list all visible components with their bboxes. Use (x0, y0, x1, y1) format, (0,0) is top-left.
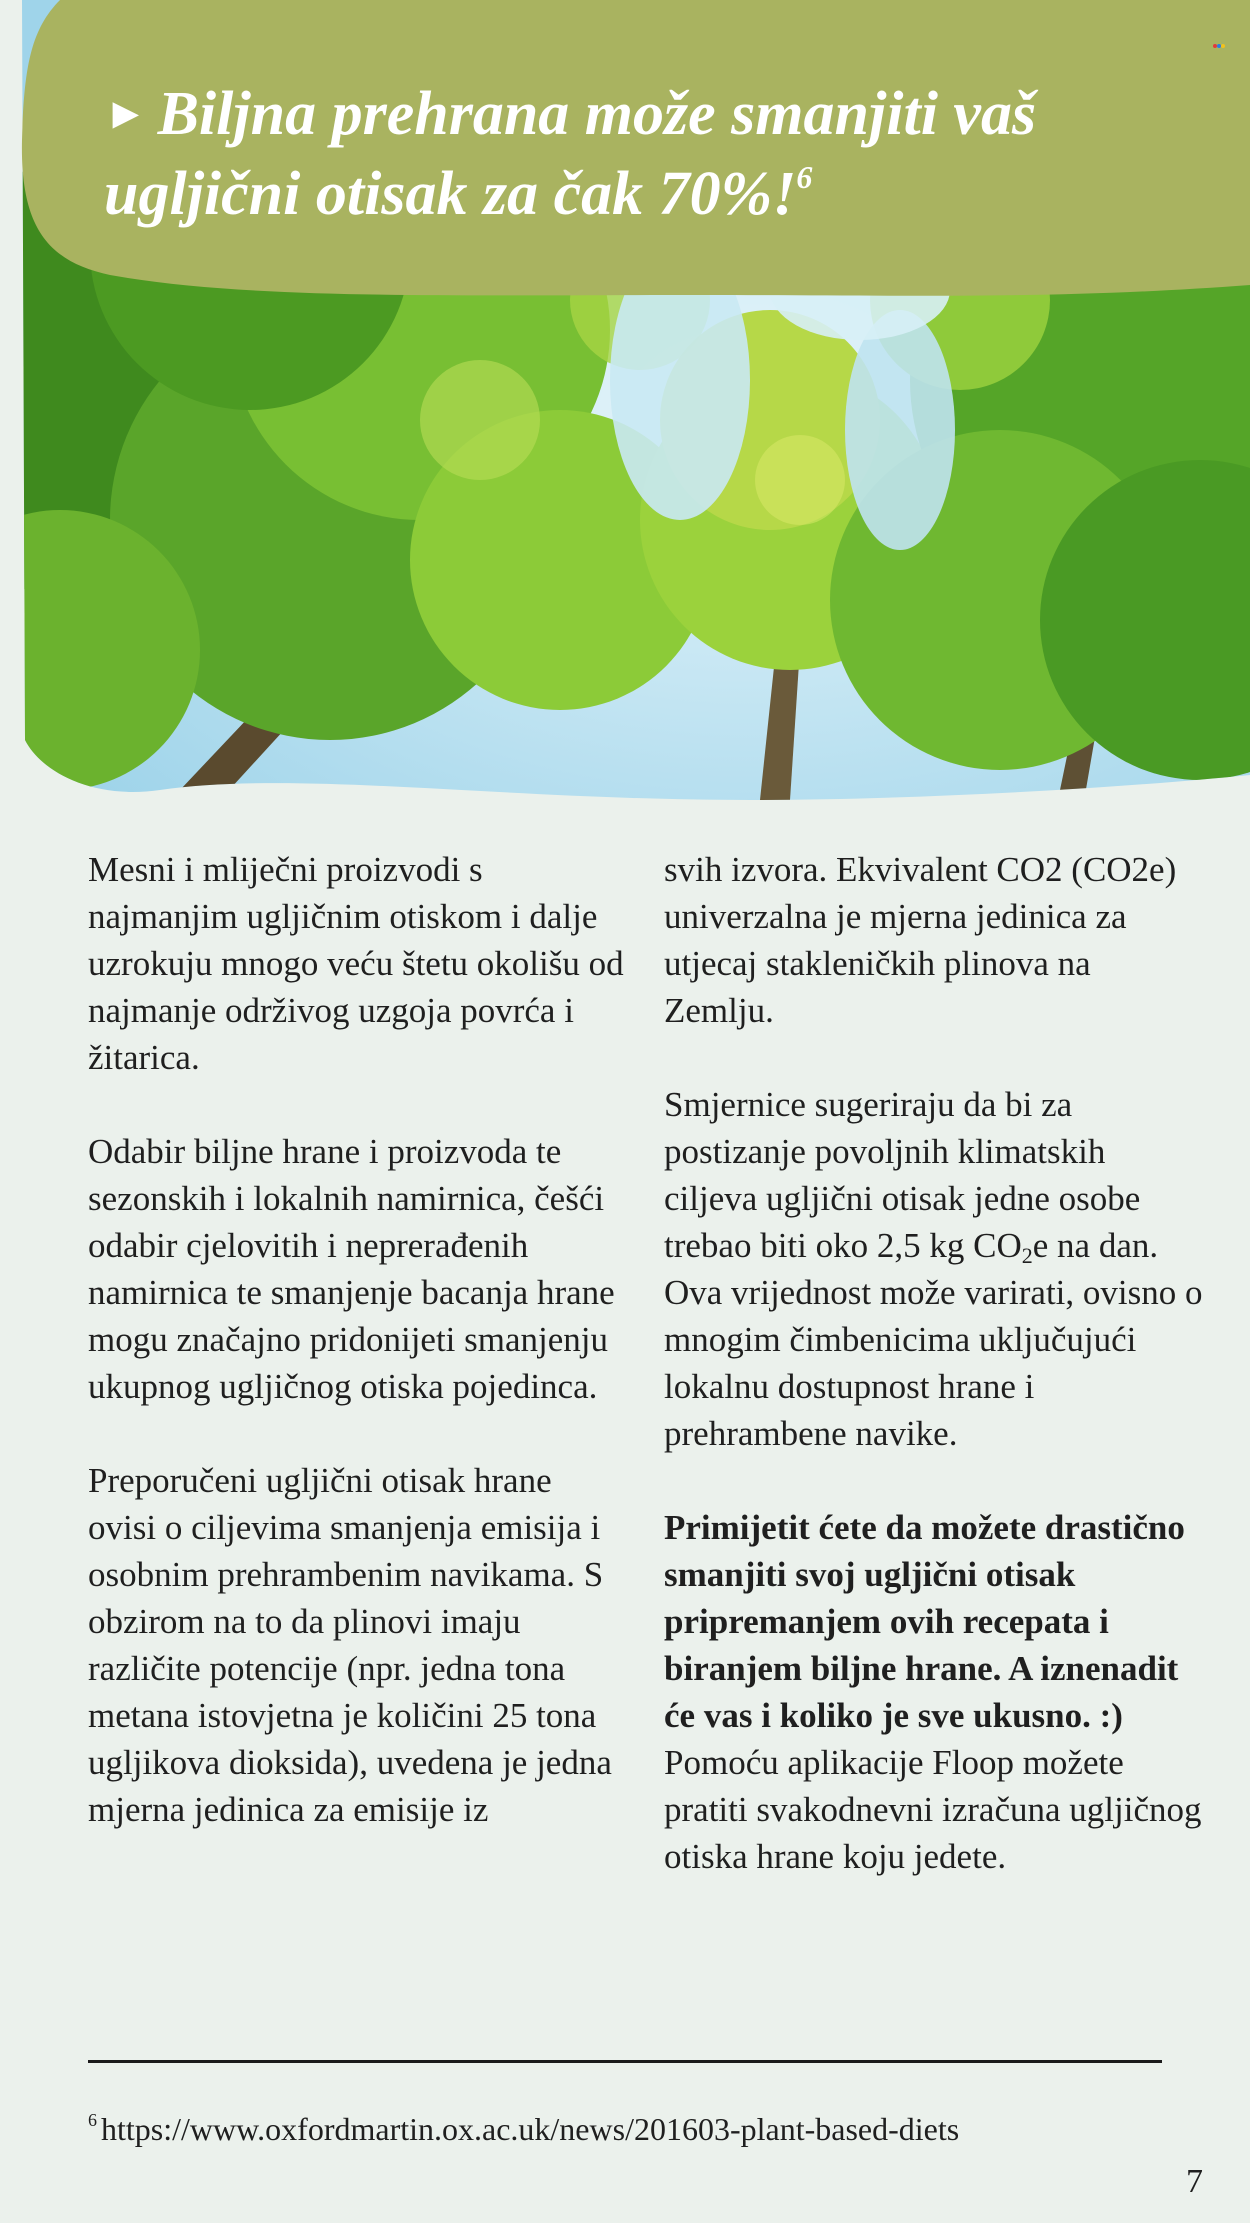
highlight-note: Primijetit ćete da možete drastično smanjiti svoj ugljični otisak pripremanjem ovih recepata i biranjem biljne hrane. A iznenadit će vas i koliko je sve ukusno. :) (664, 1508, 1185, 1735)
co2-subscript: 2 (1021, 1243, 1033, 1268)
left-column (88, 846, 628, 1833)
right-paragraph-2-after: e na dan. Ova vrijednost može varirati, ovisno o mnogim čimbenicima uključujući lokalnu dostupnost hrane i prehrambene navike. (664, 1226, 1203, 1453)
floop-app-note: Pomoću aplikacije Floop možete pratiti svakodnevni izračuna ugljičnog otiska hrane koju jedete. (664, 1743, 1202, 1876)
page-number: 7 (1186, 2163, 1203, 2200)
title-text: Biljna prehrana može smanjiti vaš ugljični otisak za čak 70%! (104, 80, 1037, 228)
hero-section (0, 0, 1250, 820)
page-title (104, 74, 1104, 234)
title-footnote-ref[interactable]: 6 (796, 159, 813, 195)
arrow-icon: ► (104, 89, 148, 138)
right-column (664, 846, 1204, 1880)
footnote-number: 6 (88, 2110, 97, 2130)
left-paragraph-3: Preporučeni ugljični otisak hrane ovisi o ciljevima smanjenja emisija i osobnim prehrambenim navikama. S obzirom na to da plinovi imaju različite potencije (npr. jedna tona metana istovjetna je količini 25 tona ugljikova dioksida), uvedena je jedna mjerna jedinica za emisije iz (88, 1461, 612, 1829)
left-paragraph-1: Mesni i mliječni proizvodi s najmanjim ugljičnim otiskom i dalje uzrokuju mnogo veću štetu okolišu od najmanje održivog uzgoja povrća i žitarica. (88, 850, 624, 1077)
footnote (88, 2100, 959, 2149)
footnote-divider (88, 2060, 1162, 2063)
right-paragraph-3 (664, 1504, 1204, 1880)
color-dots-icon (1212, 42, 1226, 50)
left-paragraph-2: Odabir biljne hrane i proizvoda te sezonskih i lokalnih namirnica, češći odabir cjelovitih i neprerađenih namirnica te smanjenje bacanja hrane mogu značajno pridonijeti smanjenju ukupnog ugljičnog otiska pojedinca. (88, 1132, 615, 1406)
right-paragraph-2-before: Smjernice sugeriraju da bi za postizanje povoljnih klimatskih ciljeva ugljični otisak jedne osobe trebao biti oko 2,5 kg CO (664, 1085, 1141, 1265)
right-paragraph-2 (664, 1081, 1204, 1457)
footnote-link[interactable]: https://www.oxfordmartin.ox.ac.uk/news/201603-plant-based-diets (101, 2111, 960, 2147)
right-paragraph-1: svih izvora. Ekvivalent CO2 (CO2e) univerzalna je mjerna jedinica za utjecaj stakleničkih plinova na Zemlju. (664, 850, 1177, 1030)
